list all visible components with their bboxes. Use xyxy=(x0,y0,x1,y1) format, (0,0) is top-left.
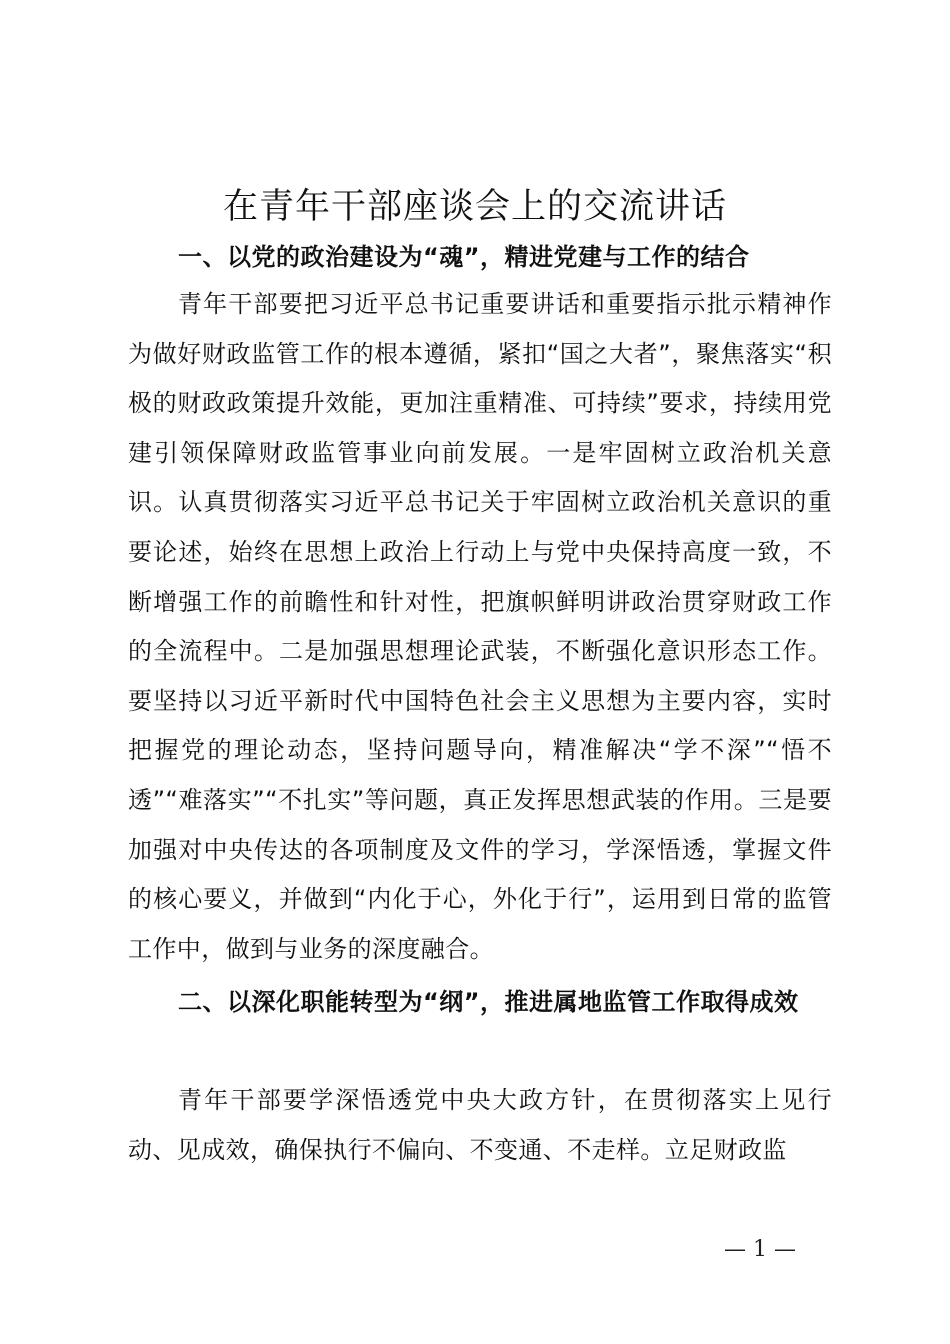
page-number: — 1 — xyxy=(724,1237,796,1262)
document-title: 在青年干部座谈会上的交流讲话 xyxy=(222,187,727,227)
section-paragraph-1: 青年干部要把习近平总书记重要讲话和重要指示批示精神作为做好财政监管工作的根本遵循，紧扣“国之大者”，聚焦落实“积极的财政政策提升效能，更加注重精准、可持续”要求，持续用党建引领保障财政监管事业向前发展。一是牢固树立政治机关意识。认真贯彻落实习近平总书记关于牢固树立政治机关意识的重要论述，始终在思想上政治上行动上与党中央保持高度一致，不断增强工作的前瞻性和针对性，把旗帜鲜明讲政治贯穿财政工作的全流程中。二是加强思想理论武装，不断强化意识形态工作。要坚持以习近平新时代中国特色社会主义思想为主要内容，实时把握党的理论动态，坚持问题导向，精准解决“学不深”“悟不透”“难落实”“不扎实”等问题，真正发挥思想武装的作用。三是要加强对中央传达的各项制度及文件的学习，学深悟透，掌握文件的核心要义，并做到“内化于心，外化于行”，运用到日常的监管工作中，做到与业务的深度融合。 xyxy=(128,290,832,963)
section-heading-1: 一、以党的政治建设为“魂”，精进党建与工作的结合 xyxy=(178,243,750,271)
section-heading-2: 二、以深化职能转型为“纲”，推进属地监管工作取得成效 xyxy=(178,988,799,1016)
section-paragraph-2: 青年干部要学深悟透党中央大政方针，在贯彻落实上见行动、见成效，确保执行不偏向、不变通、不走样。立足财政监 xyxy=(128,1086,832,1164)
